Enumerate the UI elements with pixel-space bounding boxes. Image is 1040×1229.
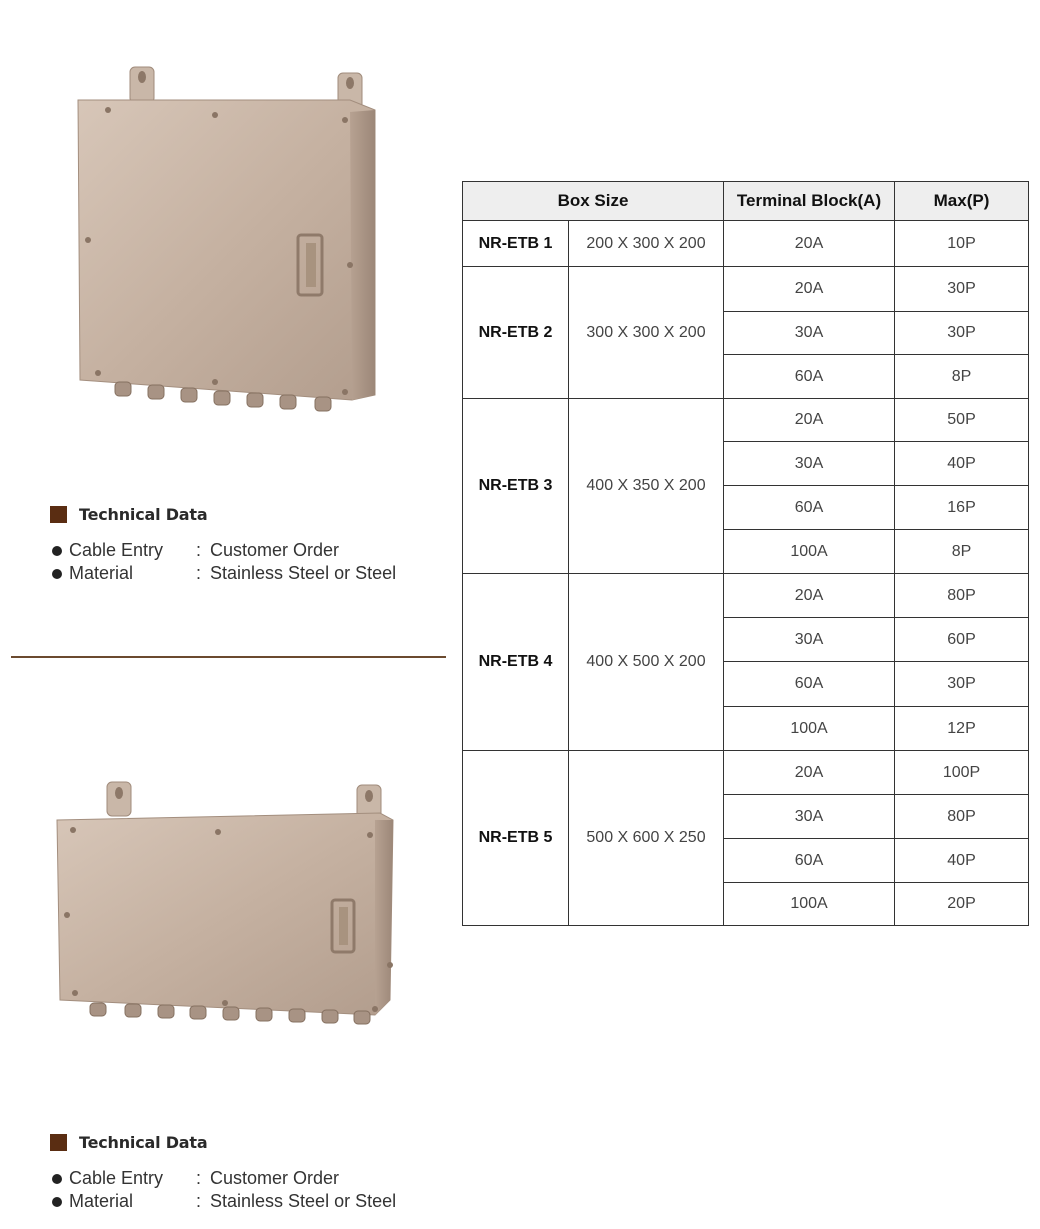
tech-item-key: Cable Entry: [69, 540, 164, 560]
tech-item-cable-entry: [50, 539, 430, 562]
terminal-block-cell: 100A: [724, 707, 895, 751]
technical-data-heading: [50, 1131, 430, 1153]
tech-item-material: [50, 1190, 430, 1213]
max-cell: 30P: [895, 312, 1029, 355]
max-cell: 10P: [895, 221, 1029, 267]
model-name: NR-ETB 5: [463, 751, 569, 926]
terminal-block-cell: 30A: [724, 312, 895, 355]
technical-data-title: Technical Data: [79, 504, 208, 524]
tech-item-value: Customer Order: [210, 540, 340, 560]
tech-item-material: [50, 562, 430, 585]
table-row: [463, 267, 1029, 312]
model-size: 500 X 600 X 250: [569, 751, 724, 926]
bullet-icon: [52, 569, 62, 579]
max-cell: 50P: [895, 399, 1029, 442]
terminal-block-cell: 100A: [724, 530, 895, 574]
terminal-block-cell: 60A: [724, 486, 895, 530]
technical-data-top: [50, 503, 430, 585]
tech-item-colon: :: [196, 563, 202, 583]
max-cell: 60P: [895, 618, 1029, 662]
max-cell: 40P: [895, 839, 1029, 883]
max-cell: 8P: [895, 530, 1029, 574]
header-max: Max(P): [895, 182, 1029, 221]
heading-square-icon: [50, 1134, 67, 1151]
model-size: 400 X 350 X 200: [569, 399, 724, 574]
spec-table: [462, 181, 1029, 926]
max-cell: 12P: [895, 707, 1029, 751]
tech-item-value: Stainless Steel or Steel: [210, 563, 397, 583]
model-size: 400 X 500 X 200: [569, 574, 724, 751]
technical-data-title: Technical Data: [79, 1132, 208, 1152]
heading-square-icon: [50, 506, 67, 523]
terminal-block-cell: 20A: [724, 751, 895, 795]
tech-item-colon: :: [196, 1191, 202, 1211]
table-header-row: [463, 182, 1029, 221]
table-row: [463, 221, 1029, 267]
model-size: 200 X 300 X 200: [569, 221, 724, 267]
technical-data-heading: [50, 503, 430, 525]
terminal-block-cell: 60A: [724, 839, 895, 883]
terminal-block-cell: 20A: [724, 574, 895, 618]
header-terminal-block: Terminal Block(A): [724, 182, 895, 221]
bullet-icon: [52, 546, 62, 556]
tech-item-colon: :: [196, 1168, 202, 1188]
table-row: [463, 751, 1029, 795]
terminal-block-cell: 20A: [724, 399, 895, 442]
header-box-size: Box Size: [463, 182, 724, 221]
tech-item-key: Cable Entry: [69, 1168, 164, 1188]
terminal-block-cell: 100A: [724, 883, 895, 926]
terminal-block-cell: 30A: [724, 618, 895, 662]
terminal-block-cell: 20A: [724, 267, 895, 312]
tech-item-value: Stainless Steel or Steel: [210, 1191, 397, 1211]
max-cell: 40P: [895, 442, 1029, 486]
bullet-icon: [52, 1197, 62, 1207]
model-name: NR-ETB 2: [463, 267, 569, 399]
tech-item-key: Material: [69, 1191, 134, 1211]
model-name: NR-ETB 4: [463, 574, 569, 751]
max-cell: 16P: [895, 486, 1029, 530]
terminal-block-cell: 30A: [724, 442, 895, 486]
max-cell: 20P: [895, 883, 1029, 926]
table-row: [463, 399, 1029, 442]
terminal-block-cell: 60A: [724, 662, 895, 707]
max-cell: 100P: [895, 751, 1029, 795]
terminal-block-cell: 20A: [724, 221, 895, 267]
terminal-block-cell: 30A: [724, 795, 895, 839]
table-row: [463, 574, 1029, 618]
section-divider: [11, 656, 446, 658]
model-size: 300 X 300 X 200: [569, 267, 724, 399]
technical-data-bottom: [50, 1131, 430, 1213]
model-name: NR-ETB 1: [463, 221, 569, 267]
tech-item-value: Customer Order: [210, 1168, 340, 1188]
enclosure-photo-top: [60, 60, 390, 420]
max-cell: 8P: [895, 355, 1029, 399]
max-cell: 80P: [895, 574, 1029, 618]
max-cell: 30P: [895, 267, 1029, 312]
technical-data-list: [50, 1167, 430, 1213]
tech-item-key: Material: [69, 563, 134, 583]
enclosure-photo-bottom: [45, 775, 405, 1040]
tech-item-cable-entry: [50, 1167, 430, 1190]
technical-data-list: [50, 539, 430, 585]
bullet-icon: [52, 1174, 62, 1184]
terminal-block-cell: 60A: [724, 355, 895, 399]
model-name: NR-ETB 3: [463, 399, 569, 574]
max-cell: 80P: [895, 795, 1029, 839]
max-cell: 30P: [895, 662, 1029, 707]
tech-item-colon: :: [196, 540, 202, 560]
